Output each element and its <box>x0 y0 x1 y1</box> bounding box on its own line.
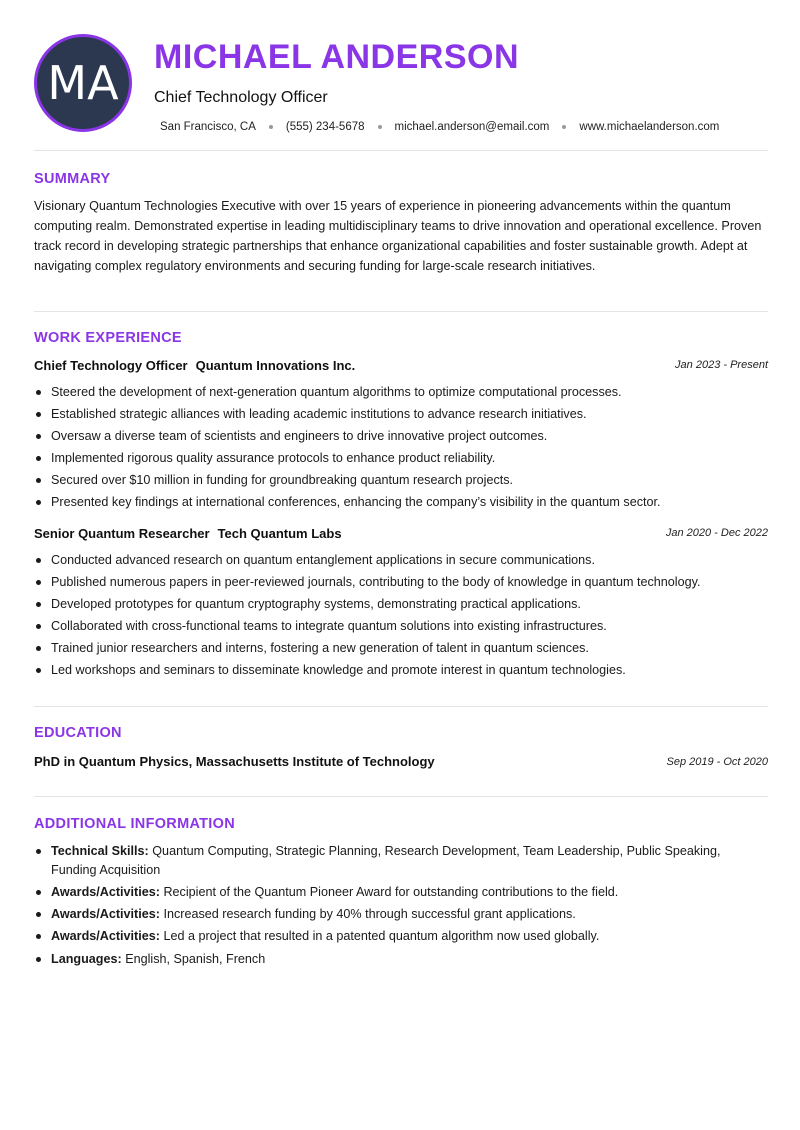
contact-line <box>160 121 719 133</box>
separator-dot-icon <box>562 125 566 129</box>
list-item: Led workshops and seminars to disseminate knowledge and promote interest in quantum technologies. <box>34 659 768 681</box>
list-item <box>34 842 768 880</box>
item-label: Awards/Activities: <box>51 885 160 899</box>
languages-item <box>34 950 768 969</box>
avatar <box>34 34 132 132</box>
language: , Spanish <box>167 952 220 966</box>
list-item: Oversaw a diverse team of scientists and engineers to drive innovative project outcomes. <box>34 425 768 447</box>
list-item: Established strategic alliances with leading academic institutions to advance research initiatives. <box>34 403 768 425</box>
contact-phone: (555) 234-5678 <box>285 121 365 133</box>
experience-heading: WORK EXPERIENCE <box>34 330 182 346</box>
job-dates: Jan 2020 - Dec 2022 <box>665 527 768 539</box>
summary-heading: SUMMARY <box>34 171 111 187</box>
additional-list <box>34 842 768 972</box>
item-label: Awards/Activities: <box>51 929 160 943</box>
language: , French <box>219 952 265 966</box>
list-item: Trained junior researchers and interns, fostering a new generation of talent in quantum sciences. <box>34 637 768 659</box>
job-bullets <box>34 381 768 513</box>
job-header <box>34 526 768 544</box>
list-item: Presented key findings at international conferences, enhancing the company’s visibility in the quantum sector. <box>34 491 768 513</box>
languages-label: Languages: <box>51 952 122 966</box>
separator-dot-icon <box>269 125 273 129</box>
summary-text: Visionary Quantum Technologies Executive with over 15 years of experience in pioneering advancements within the quantum computing realm. Demonstrated expertise in leading multidisciplinary teams to drive innovation and operational excellence. Proven track record in developing strategic partnerships that enhance organizational capabilities and foster sustainable growth. Adept at navigating complex regulatory environments and securing funding for large-scale research initiatives. <box>34 199 762 273</box>
job-company: Tech Quantum Labs <box>217 526 342 541</box>
education-degree: PhD in Quantum Physics, Massachusetts Institute of Technology <box>34 754 435 769</box>
language: English <box>125 952 167 966</box>
list-item: Developed prototypes for quantum cryptography systems, demonstrating practical applications. <box>34 593 768 615</box>
list-item: Collaborated with cross-functional teams to integrate quantum solutions into existing infrastructures. <box>34 615 768 637</box>
separator-dot-icon <box>378 125 382 129</box>
additional-heading: ADDITIONAL INFORMATION <box>34 816 235 832</box>
item-text: Increased research funding by 40% through successful grant applications. <box>163 907 576 921</box>
item-text: Quantum Computing, Strategic Planning, Research Development, Team Leadership, Public Speaking, Funding Acquisition <box>51 844 721 877</box>
contact-website[interactable]: www.michaelanderson.com <box>579 121 720 133</box>
item-text: Recipient of the Quantum Pioneer Award for outstanding contributions to the field. <box>163 885 619 899</box>
divider <box>34 706 768 707</box>
job-company: Quantum Innovations Inc. <box>195 358 356 373</box>
list-item: Secured over $10 million in funding for groundbreaking quantum research projects. <box>34 469 768 491</box>
candidate-name: MICHAEL ANDERSON <box>154 38 520 76</box>
avatar-initials: MA <box>47 56 119 110</box>
list-item <box>34 883 768 902</box>
languages-list <box>125 952 265 966</box>
divider <box>34 311 768 312</box>
job-role: Senior Quantum Researcher <box>34 526 210 541</box>
contact-email[interactable]: michael.anderson@email.com <box>394 121 550 133</box>
list-item: Conducted advanced research on quantum entanglement applications in secure communications. <box>34 549 768 571</box>
resume-header <box>34 34 768 138</box>
list-item: Published numerous papers in peer-reviewed journals, contributing to the body of knowledge in quantum technology. <box>34 571 768 593</box>
divider <box>34 796 768 797</box>
list-item: Implemented rigorous quality assurance protocols to enhance product reliability. <box>34 447 768 469</box>
list-item <box>34 927 768 946</box>
job-role: Chief Technology Officer <box>34 358 188 373</box>
item-label: Awards/Activities: <box>51 907 160 921</box>
contact-location: San Francisco, CA <box>160 121 256 133</box>
job-header <box>34 358 768 376</box>
job-bullets <box>34 549 768 681</box>
job-dates: Jan 2023 - Present <box>675 359 768 371</box>
item-text: Led a project that resulted in a patented quantum algorithm now used globally. <box>163 929 600 943</box>
candidate-title: Chief Technology Officer <box>154 89 328 106</box>
item-label: Technical Skills: <box>51 844 149 858</box>
list-item <box>34 905 768 924</box>
education-dates: Sep 2019 - Oct 2020 <box>666 756 768 768</box>
divider <box>34 150 768 151</box>
education-heading: EDUCATION <box>34 725 122 741</box>
list-item: Steered the development of next-generation quantum algorithms to optimize computational processes. <box>34 381 768 403</box>
